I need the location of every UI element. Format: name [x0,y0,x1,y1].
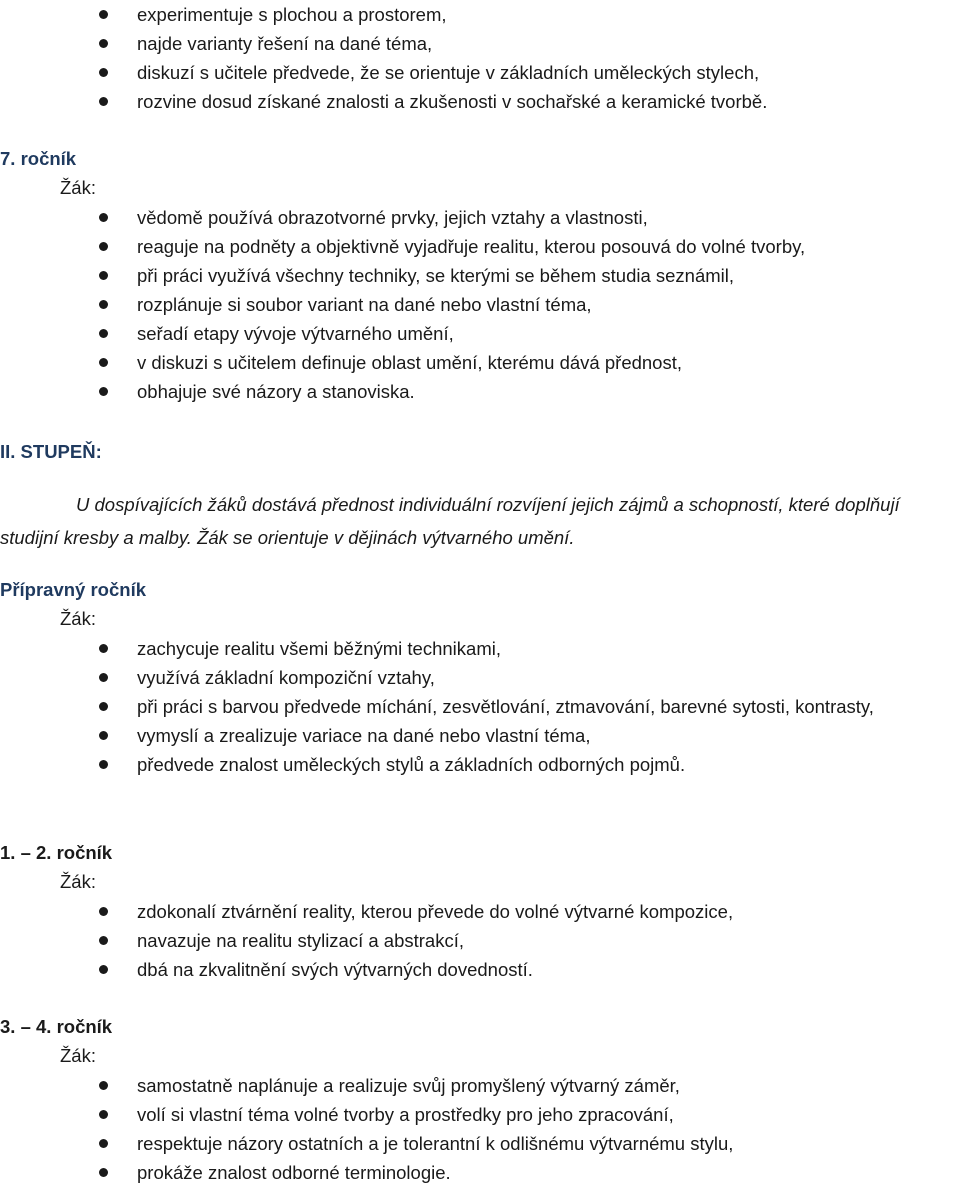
bullet-icon [99,329,108,338]
list-item: rozvine dosud získané znalosti a zkušenosti v sochařské a keramické tvorbě. [0,87,960,116]
list-item: předvede znalost uměleckých stylů a základních odborných pojmů. [0,750,960,779]
bullet-icon [99,1139,108,1148]
grade1-2-heading: 1. – 2. ročník [0,842,113,863]
list-item: samostatně naplánuje a realizuje svůj promyšlený výtvarný záměr, [0,1071,960,1100]
bullet-icon [99,760,108,769]
list-item: obhajuje své názory a stanoviska. [0,377,960,406]
grade7-pupil-label: Žák: [60,177,96,198]
bullet-icon [99,644,108,653]
bullet-icon [99,300,108,309]
list-item: při práci využívá všechny techniky, se kterými se během studia seznámil, [0,261,960,290]
list-item: v diskuzi s učitelem definuje oblast umění, kterému dává přednost, [0,348,960,377]
list-item: vymyslí a zrealizuje variace na dané nebo vlastní téma, [0,721,960,750]
list-item: zachycuje realitu všemi běžnými technikami, [0,634,960,663]
grade1-2-outcomes-list [0,897,960,984]
bullet-icon [99,1081,108,1090]
bullet-icon [99,97,108,106]
list-item: rozplánuje si soubor variant na dané nebo vlastní téma, [0,290,960,319]
top-outcomes-list [0,0,960,116]
list-item: využívá základní kompoziční vztahy, [0,663,960,692]
bullet-icon [99,965,108,974]
bullet-icon [99,358,108,367]
preparatory-heading: Přípravný ročník [0,579,147,600]
preparatory-pupil-label: Žák: [60,608,96,629]
list-item: respektuje názory ostatních a je tolerantní k odlišnému výtvarnému stylu, [0,1129,960,1158]
list-item: experimentuje s plochou a prostorem, [0,0,960,29]
bullet-icon [99,387,108,396]
bullet-icon [99,242,108,251]
list-item: prokáže znalost odborné terminologie. [0,1158,960,1187]
bullet-icon [99,673,108,682]
list-item: seřadí etapy vývoje výtvarného umění, [0,319,960,348]
bullet-icon [99,68,108,77]
bullet-icon [99,10,108,19]
bullet-icon [99,731,108,740]
grade1-2-pupil-label: Žák: [60,871,96,892]
bullet-icon [99,213,108,222]
list-item: dbá na zkvalitnění svých výtvarných dovedností. [0,955,960,984]
stage2-heading: II. STUPEŇ: [0,441,102,462]
bullet-icon [99,1168,108,1177]
list-item: vědomě používá obrazotvorné prvky, jejich vztahy a vlastnosti, [0,203,960,232]
grade3-4-outcomes-list [0,1071,960,1187]
stage2-intro-paragraph: U dospívajících žáků dostává přednost individuální rozvíjení jejich zájmů a schopností, které doplňují studijní kresby a malby. Žák se orientuje v dějinách výtvarného umění. [0,494,900,548]
grade3-4-heading: 3. – 4. ročník [0,1016,113,1037]
list-item: volí si vlastní téma volné tvorby a prostředky pro jeho zpracování, [0,1100,960,1129]
list-item: navazuje na realitu stylizací a abstrakcí, [0,926,960,955]
preparatory-outcomes-list [0,634,960,779]
list-item: zdokonalí ztvárnění reality, kterou převede do volné výtvarné kompozice, [0,897,960,926]
grade3-4-pupil-label: Žák: [60,1045,96,1066]
list-item: najde varianty řešení na dané téma, [0,29,960,58]
bullet-icon [99,702,108,711]
list-item: diskuzí s učitele předvede, že se orientuje v základních uměleckých stylech, [0,58,960,87]
list-item: reaguje na podněty a objektivně vyjadřuje realitu, kterou posouvá do volné tvorby, [0,232,960,261]
bullet-icon [99,1110,108,1119]
grade7-heading: 7. ročník [0,148,77,169]
bullet-icon [99,936,108,945]
bullet-icon [99,39,108,48]
grade7-outcomes-list [0,203,960,406]
bullet-icon [99,271,108,280]
bullet-icon [99,907,108,916]
list-item: při práci s barvou předvede míchání, zesvětlování, ztmavování, barevné sytosti, kontrasty, [0,692,960,721]
